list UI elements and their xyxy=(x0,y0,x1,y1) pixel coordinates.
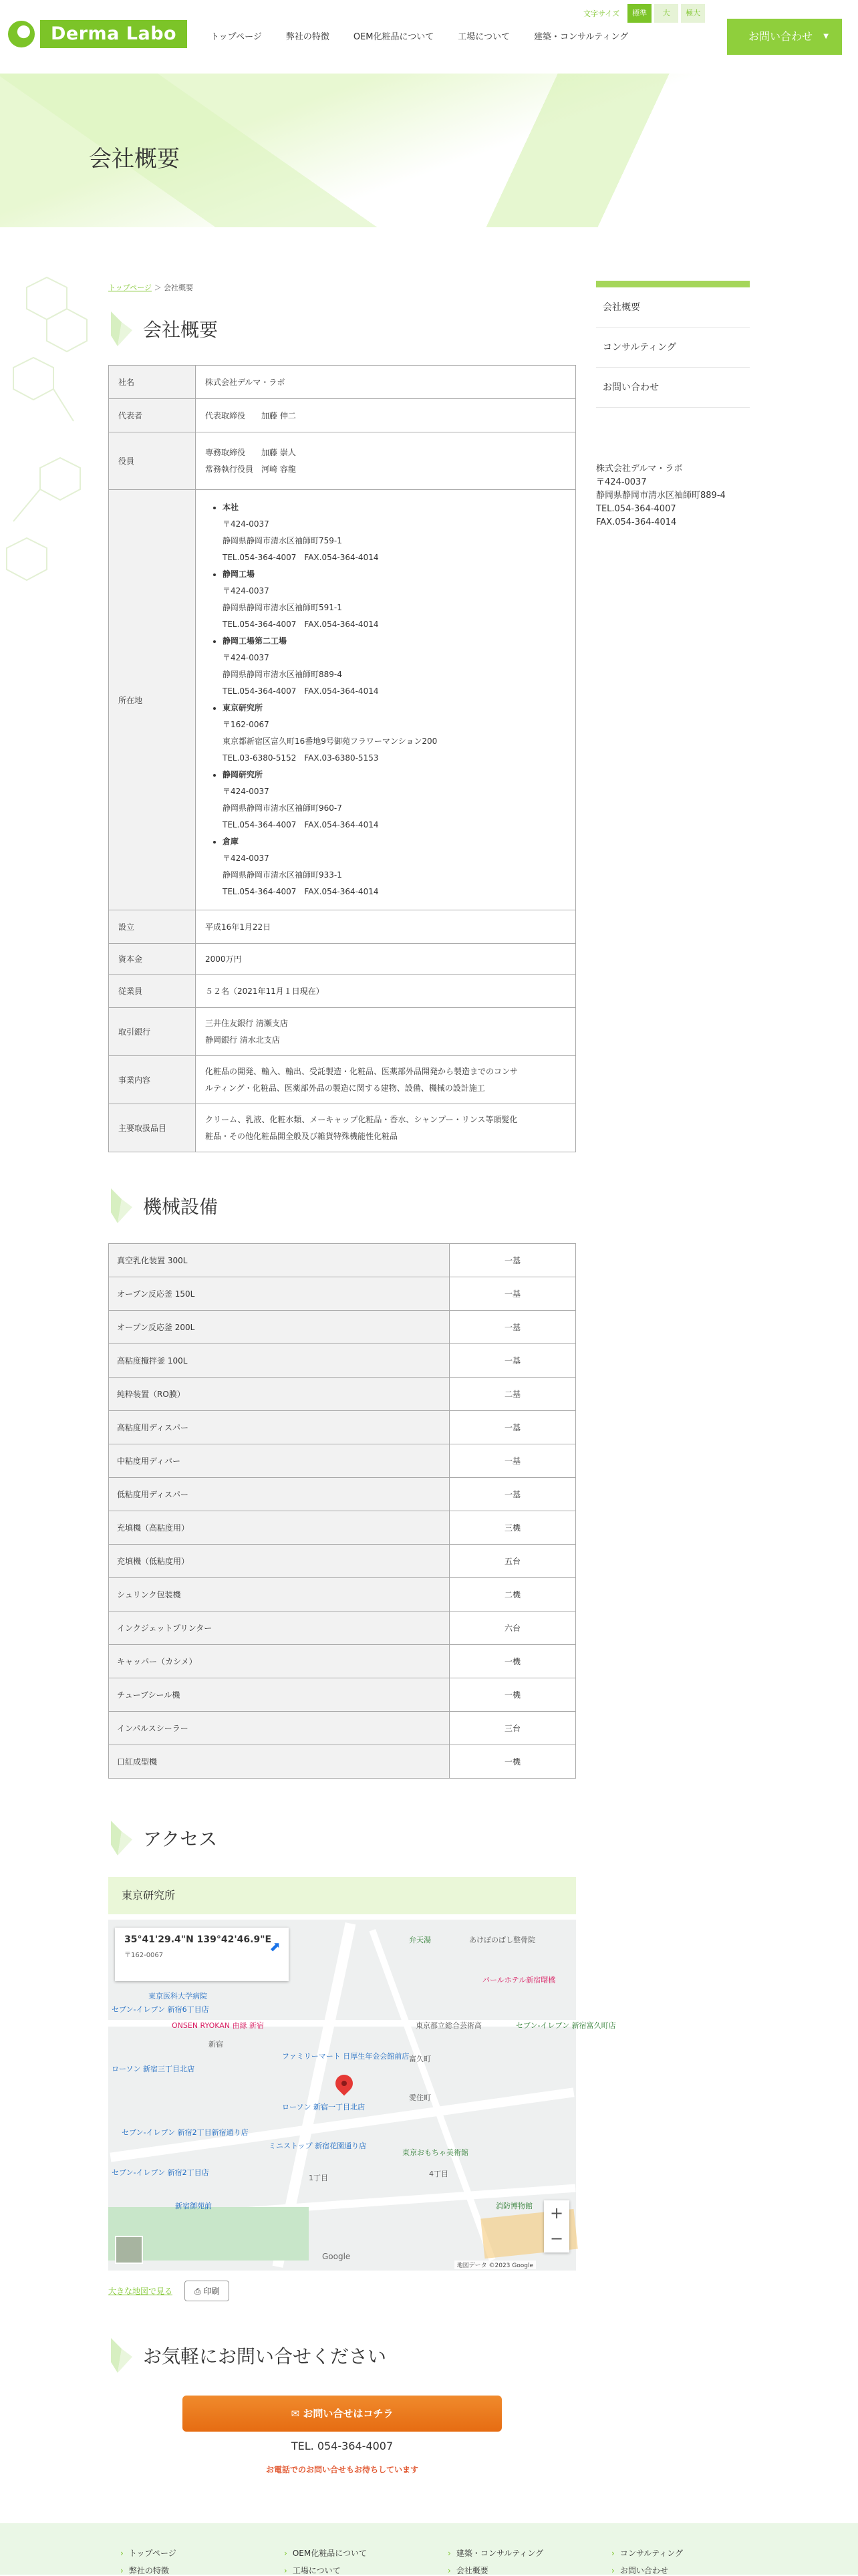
font-size-normal-button[interactable]: 標準 xyxy=(627,4,652,23)
heading-leaf-icon xyxy=(108,1819,134,1857)
machine-name: 高粘度用ディスパー xyxy=(109,1411,450,1444)
machine-qty: 一機 xyxy=(450,1745,576,1779)
map-label: パールホテル新宿曙橋 xyxy=(482,1976,556,1984)
location-item xyxy=(223,833,559,900)
table-row xyxy=(109,944,576,975)
table-row xyxy=(109,1311,576,1344)
map-coordinates: 35°41'29.4"N 139°42'46.9"E xyxy=(124,1934,272,1945)
row-value: ５２名（2021年11月１日現在） xyxy=(196,975,576,1008)
header-contact-label: お問い合わせ xyxy=(748,30,813,43)
table-row xyxy=(109,1511,576,1545)
products-line: 粧品・その他化粧品開全般及び雑貨特殊機能性化粧品 xyxy=(205,1131,398,1141)
google-map[interactable] xyxy=(108,1920,616,2271)
map-label: 富久町 xyxy=(409,2055,431,2063)
map-pin-icon xyxy=(332,2071,357,2096)
nav-item-oem[interactable]: OEM化粧品について xyxy=(353,32,434,42)
footer-link[interactable]: › OEM化粧品について xyxy=(284,2547,448,2559)
machines-heading xyxy=(108,1186,218,1226)
machine-name: インパルスシーラー xyxy=(109,1712,450,1745)
breadcrumb-home-link[interactable]: トップページ xyxy=(108,283,152,292)
machine-name: 純粋装置（RO膜） xyxy=(109,1378,450,1411)
machine-qty: 六台 xyxy=(450,1612,576,1645)
company-info-table xyxy=(108,365,576,1152)
map-attribution: 地図データ ©2023 Google xyxy=(454,2261,536,2269)
zoom-in-icon[interactable]: + xyxy=(549,2204,564,2222)
footer-nav xyxy=(120,2547,775,2559)
google-logo: Google xyxy=(322,2252,351,2261)
print-label: 印刷 xyxy=(203,2287,220,2296)
table-row xyxy=(109,1244,576,1277)
location-zip: 〒424-0037 xyxy=(223,586,269,596)
row-value xyxy=(196,1008,576,1056)
location-zip: 〒162-0067 xyxy=(223,720,269,729)
machine-name: オープン反応釜 150L xyxy=(109,1277,450,1311)
row-label: 代表者 xyxy=(109,399,196,432)
location-tel: TEL.03-6380-5152 FAX.03-6380-5153 xyxy=(223,753,379,763)
print-icon: ⎙ xyxy=(194,2287,201,2296)
location-item xyxy=(223,566,559,633)
location-zip: 〒424-0037 xyxy=(223,519,269,529)
map-zoom-controls xyxy=(544,2200,569,2252)
machine-qty: 一基 xyxy=(450,1244,576,1277)
footer-link[interactable]: › コンサルティング xyxy=(611,2547,775,2559)
company-heading xyxy=(108,309,218,349)
access-heading-text: アクセス xyxy=(143,1828,218,1850)
mail-icon: ✉ xyxy=(291,2408,303,2420)
location-name: 倉庫 xyxy=(223,837,239,846)
table-row xyxy=(109,1612,576,1645)
cta-heading-text: お気軽にお問い合せください xyxy=(143,2345,387,2367)
site-footer xyxy=(0,2523,858,2575)
map-label: 東京都立総合芸術高 xyxy=(416,2021,482,2030)
location-tel: TEL.054-364-4007 FAX.054-364-4014 xyxy=(223,820,379,829)
table-row xyxy=(109,1056,576,1104)
table-row xyxy=(109,1104,576,1152)
table-row xyxy=(109,366,576,399)
map-label: 東京医科大学病院 xyxy=(148,1992,207,2001)
machine-qty: 二機 xyxy=(450,1578,576,1612)
sidebar-address xyxy=(596,463,726,529)
machine-qty: 一基 xyxy=(450,1311,576,1344)
map-label: 4丁目 xyxy=(429,2170,448,2178)
table-row xyxy=(109,1411,576,1444)
map-label: 消防博物館 xyxy=(496,2202,533,2210)
map-label: ローソン 新宿一丁目北店 xyxy=(282,2103,366,2111)
officer-line: 専務取締役 加藤 崇人 xyxy=(205,447,296,457)
table-row xyxy=(109,1008,576,1056)
table-row xyxy=(109,975,576,1008)
locations-cell xyxy=(196,490,576,910)
map-address: 〒162-0067 xyxy=(124,1952,164,1959)
footer-link[interactable]: › 会社概要 xyxy=(448,2565,611,2576)
location-item xyxy=(223,700,559,767)
contact-cta-label: お問い合せはコチラ xyxy=(303,2408,394,2420)
machine-qty: 一基 xyxy=(450,1344,576,1378)
location-zip: 〒424-0037 xyxy=(223,787,269,796)
map-label: ONSEN RYOKAN 由縁 新宿 xyxy=(172,2021,265,2030)
footer-link[interactable]: › 建築・コンサルティング xyxy=(448,2547,611,2559)
table-row xyxy=(109,1645,576,1678)
map-links xyxy=(108,2281,229,2301)
location-address: 静岡県静岡市清水区袖師町889-4 xyxy=(223,670,342,679)
logo[interactable] xyxy=(8,20,187,48)
row-label: 主要取扱品目 xyxy=(109,1104,196,1152)
location-item xyxy=(223,499,559,566)
site-header xyxy=(0,0,858,74)
row-label: 設立 xyxy=(109,910,196,944)
font-size-label: 文字サイズ xyxy=(583,9,620,18)
table-row xyxy=(109,1745,576,1779)
caret-down-icon: ▼ xyxy=(823,33,829,40)
officer-line: 常務執行役員 河崎 容龍 xyxy=(205,464,296,474)
sidebar-addr: 静岡県静岡市清水区袖師町889-4 xyxy=(596,491,726,501)
sidebar-fax: FAX.054-364-4014 xyxy=(596,517,677,527)
machines-heading-text: 機械設備 xyxy=(143,1196,219,1218)
location-zip: 〒424-0037 xyxy=(223,653,269,662)
contact-cta-button[interactable] xyxy=(182,2396,502,2432)
location-name: 静岡研究所 xyxy=(223,770,263,779)
bank-line: 三井住友銀行 清瀬支店 xyxy=(205,1018,288,1028)
map-road xyxy=(370,1929,496,2261)
sidebar-menu xyxy=(596,287,750,408)
map-label: 新宿御苑前 xyxy=(175,2202,212,2210)
business-line: ルティング・化粧品、医薬部外品の製造に関する建物、設備、機械の設計施工 xyxy=(205,1083,485,1093)
sidebar-accent-bar xyxy=(596,281,750,287)
map-label: 愛住町 xyxy=(409,2093,431,2102)
locations-list xyxy=(212,499,559,900)
location-address: 東京都新宿区富久町16番地9号御苑フラワーマンション200 xyxy=(223,737,438,746)
row-label: 社名 xyxy=(109,366,196,399)
machine-name: オープン反応釜 200L xyxy=(109,1311,450,1344)
location-name: 本社 xyxy=(223,503,239,512)
row-label: 役員 xyxy=(109,432,196,490)
breadcrumb-separator: ＞ xyxy=(154,283,162,292)
font-size-switcher xyxy=(583,4,705,23)
location-tel: TEL.054-364-4007 FAX.054-364-4014 xyxy=(223,686,379,696)
machine-qty: 一基 xyxy=(450,1277,576,1311)
logo-text: Derma Labo xyxy=(40,20,187,48)
sidebar-item-company[interactable]: 会社概要 xyxy=(596,287,750,328)
location-address: 静岡県静岡市清水区袖師町591-1 xyxy=(223,603,342,612)
heading-leaf-icon xyxy=(108,310,134,348)
map-layer-toggle[interactable] xyxy=(115,2236,143,2264)
row-value xyxy=(196,1056,576,1104)
machine-name: 口紅成型機 xyxy=(109,1745,450,1779)
table-row xyxy=(109,432,576,490)
table-row xyxy=(109,1378,576,1411)
company-heading-text: 会社概要 xyxy=(143,319,219,341)
footer-link[interactable]: › トップページ xyxy=(120,2547,284,2559)
table-row xyxy=(109,1712,576,1745)
location-tel: TEL.054-364-4007 FAX.054-364-4014 xyxy=(223,620,379,629)
footer-link[interactable]: › 工場について xyxy=(284,2565,448,2576)
nav-item-factory[interactable]: 工場について xyxy=(458,32,511,42)
logo-mark-icon xyxy=(8,21,35,47)
location-name: 静岡工場 xyxy=(223,569,255,579)
print-button[interactable] xyxy=(184,2281,229,2301)
machine-name: インクジェットプリンター xyxy=(109,1612,450,1645)
machine-name: 真空乳化装置 300L xyxy=(109,1244,450,1277)
table-row xyxy=(109,1444,576,1478)
machine-name: 充填機（低粘度用） xyxy=(109,1545,450,1578)
machine-name: シュリンク包装機 xyxy=(109,1578,450,1612)
row-value xyxy=(196,432,576,490)
map-label: セブン-イレブン 新宿富久町店 xyxy=(516,2021,616,2030)
location-tel: TEL.054-364-4007 FAX.054-364-4014 xyxy=(223,553,379,562)
row-label: 所在地 xyxy=(109,490,196,910)
heading-leaf-icon xyxy=(108,1187,134,1225)
machine-qty: 一基 xyxy=(450,1478,576,1511)
map-label: あけぼのばし整骨院 xyxy=(469,1936,535,1944)
machines-table xyxy=(108,1243,576,1779)
row-value xyxy=(196,1104,576,1152)
row-label: 事業内容 xyxy=(109,1056,196,1104)
machine-qty: 五台 xyxy=(450,1545,576,1578)
access-location-label: 東京研究所 xyxy=(108,1877,576,1914)
sidebar-item-consulting[interactable]: コンサルティング xyxy=(596,328,750,368)
sidebar-company-name: 株式会社デルマ・ラボ xyxy=(596,464,683,474)
nav-item-consulting[interactable]: 建築・コンサルティング xyxy=(534,32,629,42)
location-name: 静岡工場第二工場 xyxy=(223,636,287,646)
machine-name: チューブシール機 xyxy=(109,1678,450,1712)
sidebar-tel: TEL.054-364-4007 xyxy=(596,504,676,514)
table-row xyxy=(109,399,576,432)
cta-heading xyxy=(108,2335,386,2375)
zoom-out-icon[interactable]: − xyxy=(549,2229,564,2248)
heading-leaf-icon xyxy=(108,2337,134,2374)
breadcrumb-current: 会社概要 xyxy=(164,283,194,292)
footer-nav-row2 xyxy=(120,2565,775,2576)
table-row xyxy=(109,1344,576,1378)
molecule-decoration-icon xyxy=(0,267,107,615)
cta-note: お電話でのお問い合せもお待ちしています xyxy=(265,2465,418,2474)
map-label: ミニストップ 新宿花園通り店 xyxy=(269,2142,367,2150)
table-row xyxy=(109,1578,576,1612)
map-label: ローソン 新宿三丁目北店 xyxy=(112,2065,195,2073)
row-label: 資本金 xyxy=(109,944,196,975)
global-nav xyxy=(210,29,628,42)
font-size-large-button[interactable]: 大 xyxy=(654,4,678,23)
row-label: 従業員 xyxy=(109,975,196,1008)
table-row xyxy=(109,910,576,944)
bank-line: 静岡銀行 清水北支店 xyxy=(205,1035,280,1045)
map-label: 弁天湯 xyxy=(409,1936,431,1944)
row-label: 取引銀行 xyxy=(109,1008,196,1056)
footer-link[interactable]: › お問い合わせ xyxy=(611,2565,775,2576)
font-size-xlarge-button[interactable]: 極大 xyxy=(681,4,705,23)
machine-name: キャッパー（カシメ） xyxy=(109,1645,450,1678)
machine-qty: 二基 xyxy=(450,1378,576,1411)
map-info-card xyxy=(115,1928,289,1981)
nav-item-top[interactable]: トップページ xyxy=(210,32,262,42)
table-row xyxy=(109,490,576,910)
machine-qty: 一機 xyxy=(450,1645,576,1678)
directions-icon[interactable]: ⬈ xyxy=(269,1938,281,1954)
products-line: クリーム、乳液、化粧水類、メーキャップ化粧品・香水、シャンプー・リンス等頭髪化 xyxy=(205,1114,518,1124)
location-name: 東京研究所 xyxy=(223,703,263,713)
map-label: 新宿 xyxy=(208,2040,223,2049)
map-label: セブン-イレブン 新宿2丁目店 xyxy=(112,2168,209,2177)
machine-name: 充填機（高粘度用） xyxy=(109,1511,450,1545)
table-row xyxy=(109,1678,576,1712)
machine-qty: 一機 xyxy=(450,1678,576,1712)
machine-qty: 一基 xyxy=(450,1444,576,1478)
machine-name: 高粘度攪拌釜 100L xyxy=(109,1344,450,1378)
footer-link[interactable]: › 弊社の特徴 xyxy=(120,2565,284,2576)
location-item xyxy=(223,633,559,700)
row-value: 2000万円 xyxy=(196,944,576,975)
sidebar-item-contact[interactable]: お問い合わせ xyxy=(596,368,750,408)
machine-qty: 一基 xyxy=(450,1411,576,1444)
page-title: 会社概要 xyxy=(89,146,180,172)
nav-item-features[interactable]: 弊社の特徴 xyxy=(285,32,329,42)
table-row xyxy=(109,1545,576,1578)
table-row xyxy=(109,1277,576,1311)
location-zip: 〒424-0037 xyxy=(223,854,269,863)
machine-name: 低粘度用ディスパー xyxy=(109,1478,450,1511)
page-hero xyxy=(0,74,858,227)
map-label: ファミリーマート 日厚生年金会館前店 xyxy=(282,2052,410,2061)
access-heading xyxy=(108,1818,217,1858)
location-item xyxy=(223,767,559,833)
map-label: 1丁目 xyxy=(309,2174,328,2182)
table-row xyxy=(109,1478,576,1511)
breadcrumb xyxy=(108,282,193,293)
machine-name: 中粘度用ディパー xyxy=(109,1444,450,1478)
header-contact-button[interactable] xyxy=(727,19,842,55)
location-address: 静岡県静岡市清水区袖師町759-1 xyxy=(223,536,342,545)
business-line: 化粧品の開発、輸入、輸出、受託製造・化粧品、医薬部外品開発から製造までのコンサ xyxy=(205,1066,519,1076)
machine-qty: 三機 xyxy=(450,1511,576,1545)
location-address: 静岡県静岡市清水区袖師町960-7 xyxy=(223,803,342,813)
row-value: 平成16年1月22日 xyxy=(196,910,576,944)
row-value: 株式会社デルマ・ラボ xyxy=(196,366,576,399)
map-label: セブン-イレブン 新宿2丁目新宿通り店 xyxy=(122,2128,249,2137)
machine-qty: 三台 xyxy=(450,1712,576,1745)
cta-tel: TEL. 054-364-4007 xyxy=(291,2440,394,2452)
big-map-link[interactable]: 大きな地図で見る xyxy=(108,2287,173,2296)
map-label: 東京おもちゃ美術館 xyxy=(402,2148,468,2157)
location-tel: TEL.054-364-4007 FAX.054-364-4014 xyxy=(223,887,379,896)
map-label: セブン-イレブン 新宿6丁目店 xyxy=(112,2005,209,2014)
location-address: 静岡県静岡市清水区袖師町933-1 xyxy=(223,870,342,880)
sidebar-zip: 〒424-0037 xyxy=(596,477,647,487)
row-value: 代表取締役 加藤 伸二 xyxy=(196,399,576,432)
